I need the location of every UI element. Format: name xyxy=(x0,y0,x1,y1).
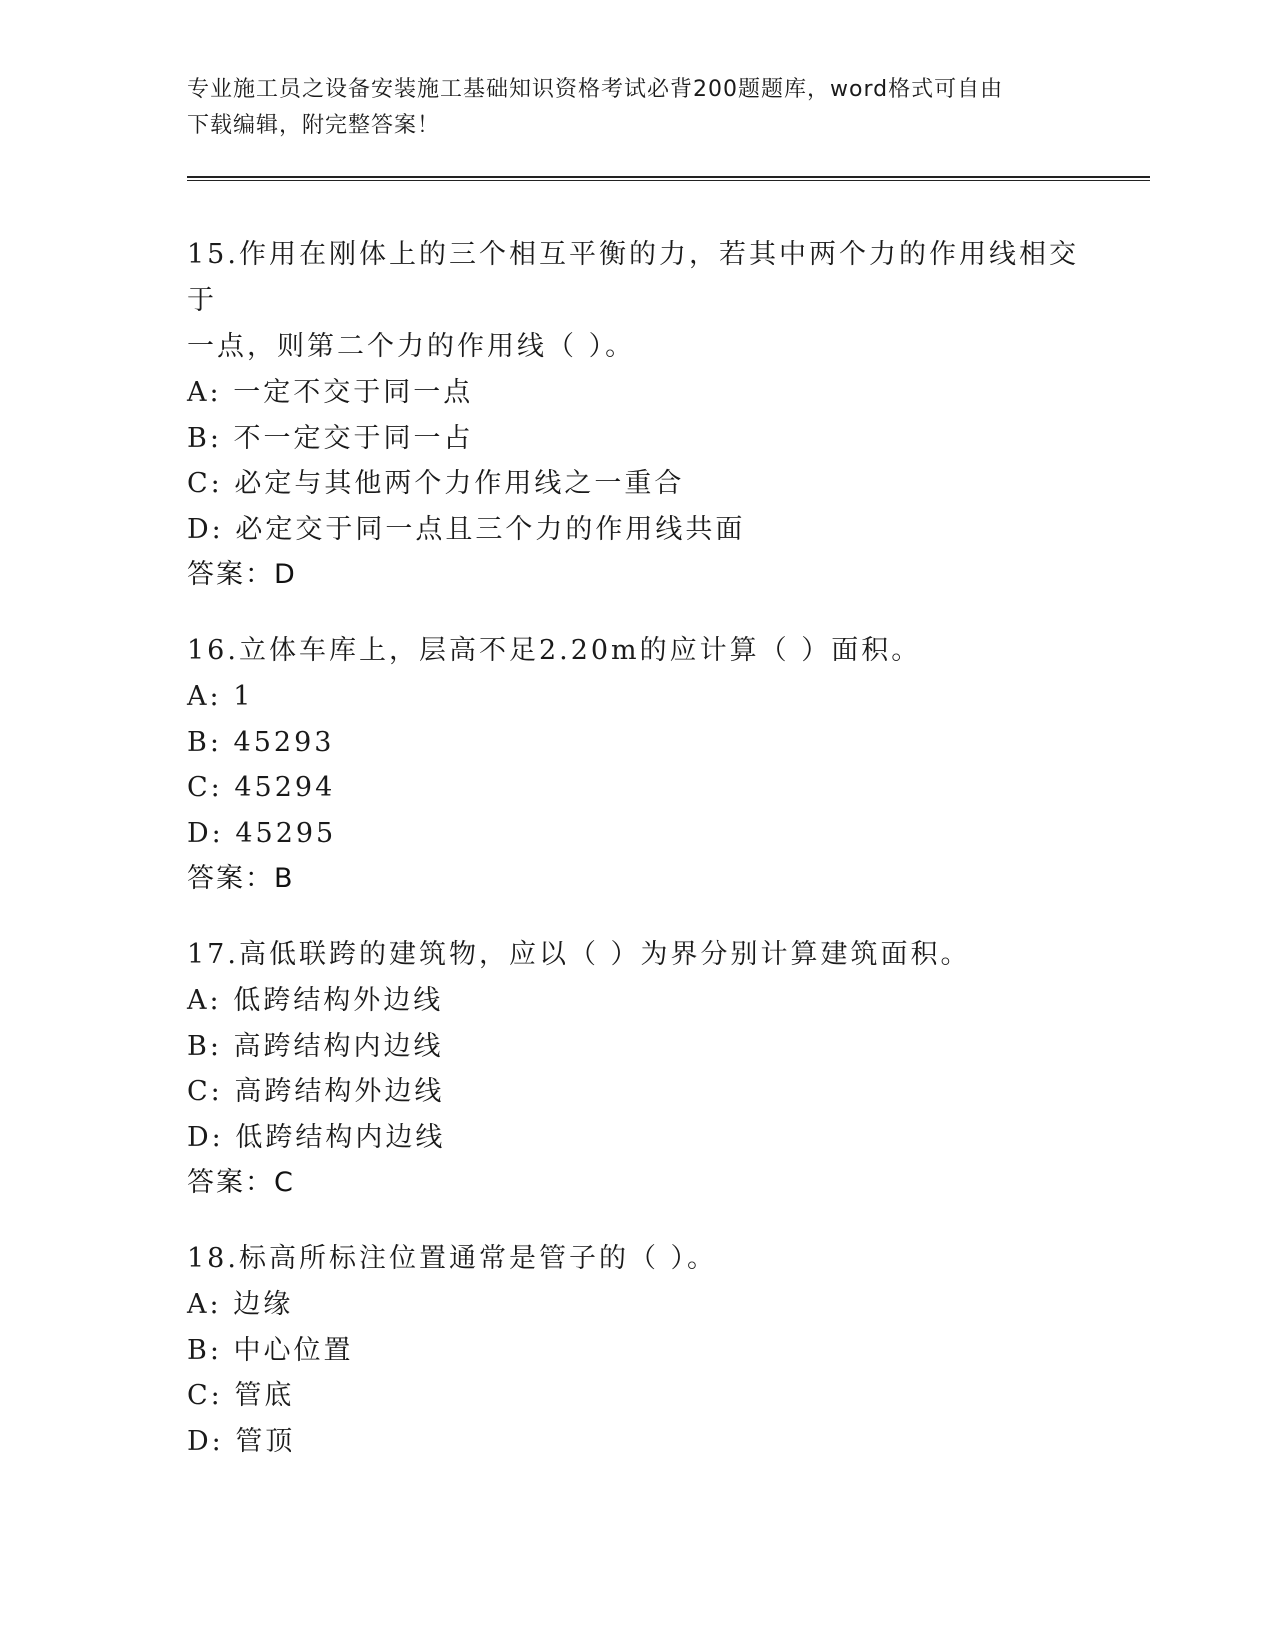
option-d xyxy=(187,1419,1087,1465)
option-label: A: xyxy=(187,985,222,1016)
option-label: D: xyxy=(187,513,224,545)
option-d xyxy=(187,1115,1087,1161)
option-b xyxy=(187,1328,1087,1374)
option-label: B: xyxy=(187,1334,222,1366)
header-title-line-1: 专业施工员之设备安装施工基础知识资格考试必背200题题库，word格式可自由 xyxy=(187,77,1004,102)
document-header xyxy=(187,72,1087,144)
option-d xyxy=(187,811,1087,857)
option-label: A: xyxy=(187,1289,222,1320)
question-text: 17.高低联跨的建筑物，应以（ ）为界分别计算建筑面积。 xyxy=(187,939,971,970)
option-label: C: xyxy=(187,468,223,499)
question-text-continued: 一点，则第二个力的作用线（ ）。 xyxy=(187,331,636,362)
option-text: 必定交于同一点且三个力的作用线共面 xyxy=(235,513,746,545)
option-text: 45295 xyxy=(235,817,337,849)
header-divider xyxy=(187,176,1150,181)
question-17 xyxy=(187,932,1087,1206)
question-18 xyxy=(187,1236,1087,1464)
option-a xyxy=(187,370,1087,416)
question-text: 15.作用在刚体上的三个相互平衡的力，若其中两个力的作用线相交于 xyxy=(187,239,1079,316)
option-text: 高跨结构外边线 xyxy=(234,1076,445,1107)
option-c xyxy=(187,461,1087,507)
option-label: B: xyxy=(187,726,222,758)
option-text: 高跨结构内边线 xyxy=(233,1030,444,1062)
option-text: 必定与其他两个力作用线之一重合 xyxy=(234,468,685,499)
option-label: D: xyxy=(187,1425,224,1457)
question-list xyxy=(187,232,1087,1494)
option-label: C: xyxy=(187,772,223,803)
option-b xyxy=(187,720,1087,766)
option-label: C: xyxy=(187,1076,223,1107)
answer-line: 答案：B xyxy=(187,863,295,894)
option-text: 管顶 xyxy=(235,1425,296,1457)
option-a xyxy=(187,674,1087,720)
option-text: 边缘 xyxy=(233,1289,294,1320)
option-c xyxy=(187,765,1087,811)
question-15 xyxy=(187,232,1087,598)
option-text: 45293 xyxy=(233,726,335,758)
option-label: A: xyxy=(187,681,222,712)
option-label: D: xyxy=(187,1121,224,1153)
option-b xyxy=(187,416,1087,462)
option-b xyxy=(187,1024,1087,1070)
option-a xyxy=(187,978,1087,1024)
option-text: 1 xyxy=(233,681,254,712)
answer-line: 答案：C xyxy=(187,1167,295,1198)
option-text: 中心位置 xyxy=(233,1334,354,1366)
option-label: D: xyxy=(187,817,224,849)
option-label: B: xyxy=(187,1030,222,1062)
question-text: 16.立体车库上，层高不足2.20m的应计算（ ）面积。 xyxy=(187,635,922,666)
option-a xyxy=(187,1282,1087,1328)
header-title-line-2: 下载编辑，附完整答案！ xyxy=(187,113,441,138)
option-label: C: xyxy=(187,1380,223,1411)
option-c xyxy=(187,1069,1087,1115)
option-text: 管底 xyxy=(234,1380,295,1411)
question-16 xyxy=(187,628,1087,902)
answer-line: 答案：D xyxy=(187,559,297,590)
option-text: 低跨结构外边线 xyxy=(233,985,444,1016)
question-text: 18.标高所标注位置通常是管子的（ ）。 xyxy=(187,1243,718,1274)
option-text: 低跨结构内边线 xyxy=(235,1121,446,1153)
option-text: 45294 xyxy=(234,772,336,803)
option-text: 不一定交于同一占 xyxy=(233,422,474,454)
option-c xyxy=(187,1373,1087,1419)
option-label: B: xyxy=(187,422,222,454)
option-label: A: xyxy=(187,377,222,408)
option-d xyxy=(187,507,1087,553)
option-text: 一定不交于同一点 xyxy=(233,377,474,408)
